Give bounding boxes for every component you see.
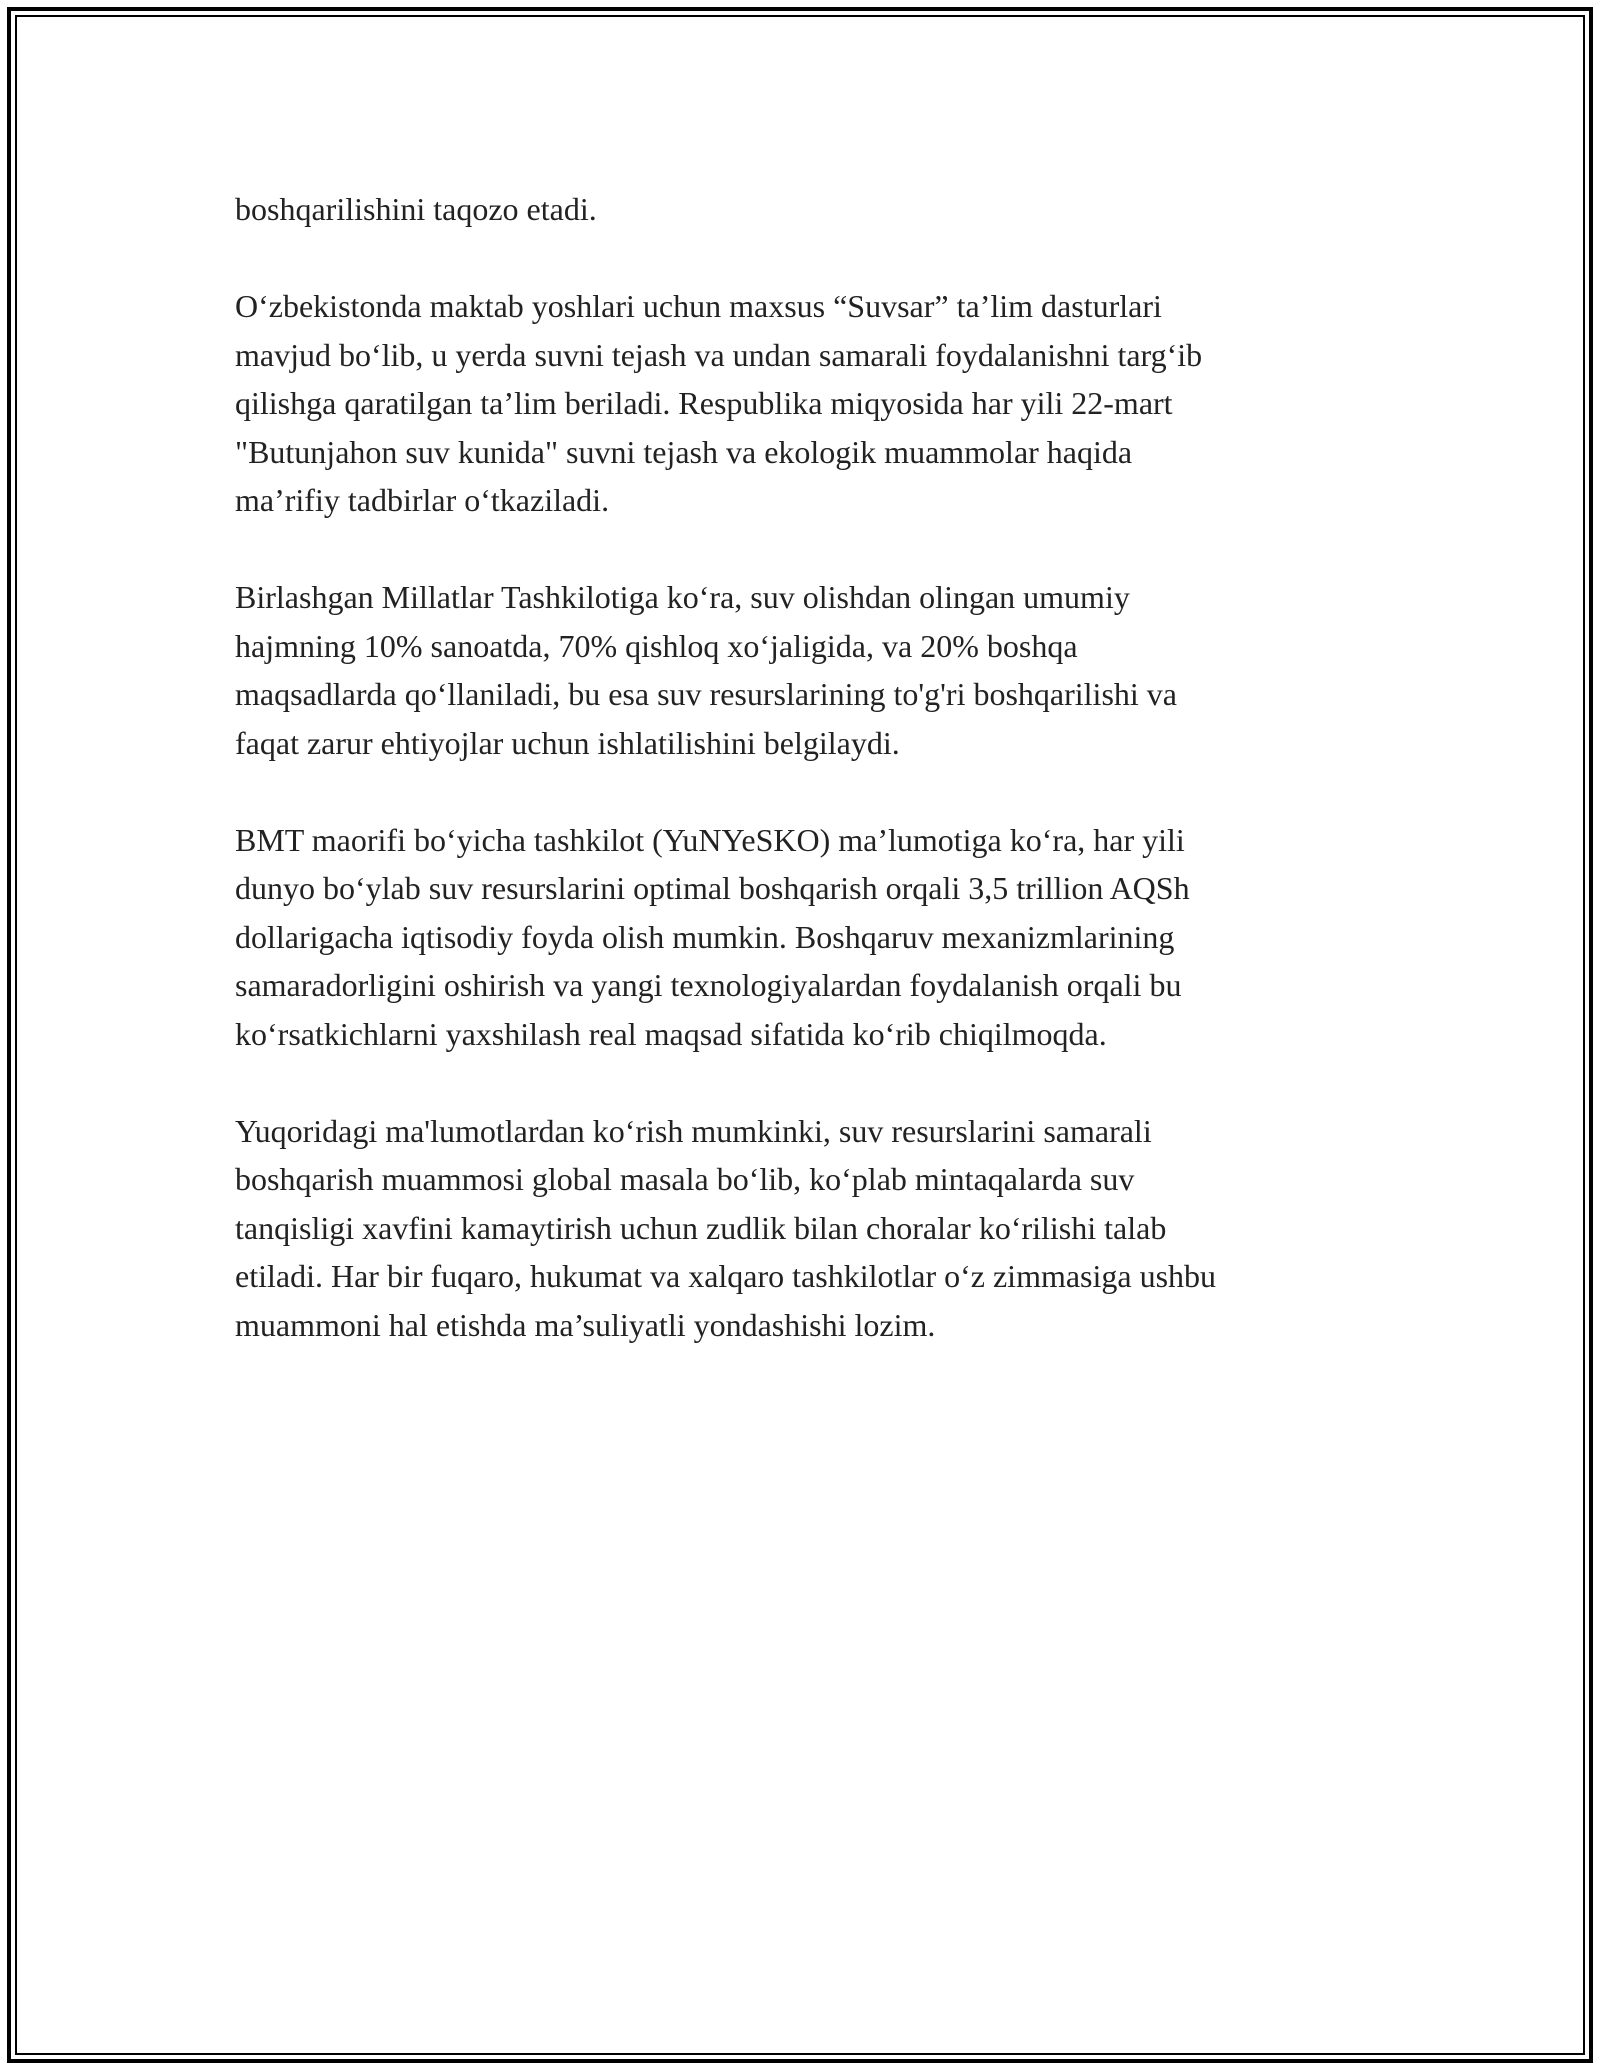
paragraph-line: samaradorligini oshirish va yangi texnologiyalardan foydalanish orqali bu (235, 967, 1182, 1003)
paragraph-line: maqsadlarda qo‘llaniladi, bu esa suv resurslarining to'g'ri boshqarilishi va (235, 676, 1177, 712)
paragraph-line: dunyo bo‘ylab suv resurslarini optimal boshqarish orqali 3,5 trillion AQSh (235, 870, 1190, 906)
paragraph-line: faqat zarur ehtiyojlar uchun ishlatilishini belgilaydi. (235, 724, 900, 761)
paragraph-5 (235, 1107, 1385, 1350)
paragraph-line: tanqisligi xavfini kamaytirish uchun zudlik bilan choralar ko‘rilishi talab (235, 1209, 1167, 1246)
paragraph-line: "Butunjahon suv kunida" suvni tejash va ekologik muammolar haqida (235, 433, 1133, 470)
paragraph-line: dollarigacha iqtisodiy foyda olish mumkin. Boshqaruv mexanizmlarining (235, 918, 1175, 955)
paragraph-line: qilishga qaratilgan ta’lim beriladi. Respublika miqyosida har yili 22-mart (235, 385, 1173, 421)
paragraph-line: mavjud bo‘lib, u yerda suvni tejash va undan samarali foydalanishni targ‘ib (235, 336, 1203, 373)
paragraph-line: boshqarish muammosi global masala bo‘lib, ko‘plab mintaqalarda suv (235, 1161, 1135, 1197)
paragraph-line: O‘zbekistonda maktab yoshlari uchun maxsus “Suvsar” ta’lim dasturlari (235, 288, 1162, 324)
paragraph-line: hajmning 10% sanoatda, 70% qishloq xo‘jaligida, va 20% boshqa (235, 627, 1078, 664)
paragraph-4 (235, 816, 1385, 1059)
paragraph-line: ko‘rsatkichlarni yaxshilash real maqsad sifatida ko‘rib chiqilmoqda. (235, 1015, 1107, 1052)
paragraph-1 (235, 185, 1385, 234)
document-body (235, 185, 1385, 1398)
paragraph-line: Birlashgan Millatlar Tashkilotiga ko‘ra, suv olishdan olingan umumiy (235, 579, 1130, 615)
paragraph-line: boshqarilishini taqozo etadi. (235, 191, 597, 227)
paragraph-line: etiladi. Har bir fuqaro, hukumat va xalqaro tashkilotlar o‘z zimmasiga ushbu (235, 1258, 1217, 1294)
paragraph-3 (235, 573, 1385, 767)
paragraph-line: ma’rifiy tadbirlar o‘tkaziladi. (235, 482, 610, 518)
paragraph-line: Yuqoridagi ma'lumotlardan ko‘rish mumkinki, suv resurslarini samarali (235, 1112, 1152, 1149)
paragraph-line: muammoni hal etishda ma’suliyatli yondashishi lozim. (235, 1306, 936, 1343)
paragraph-line: BMT maorifi bo‘yicha tashkilot (YuNYeSKO) ma’lumotiga ko‘ra, har yili (235, 821, 1185, 858)
paragraph-2 (235, 282, 1385, 525)
